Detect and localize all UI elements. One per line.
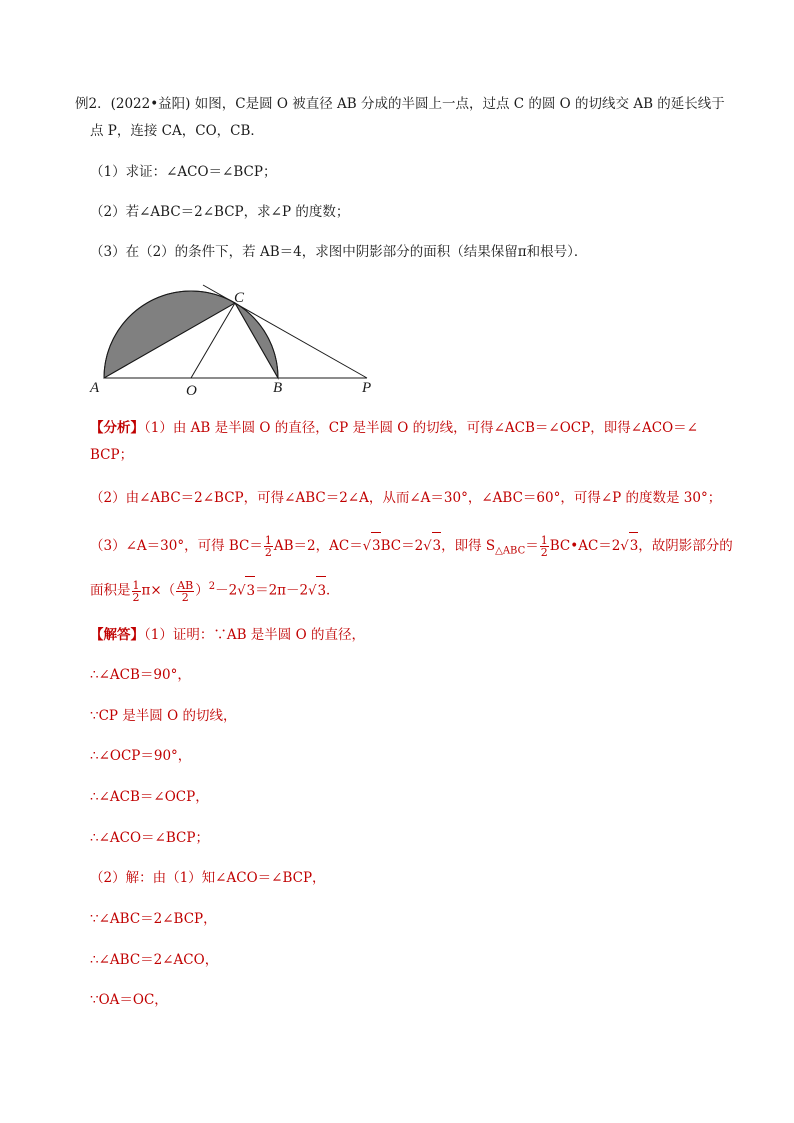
solution-line-8: ∵∠ABC＝2∠BCP， bbox=[90, 911, 217, 927]
analysis-line-4: （3）∠A＝30°，可得 BC＝ $\frac{1}{2}$ AB＝2，AC＝√3BC＝2√3，即得 $S_{\triangle ABC}=$ $\frac{1}{2}$ BC•AC＝2√3，故阴影部分的 bbox=[90, 534, 733, 559]
question-3: （3）在（2）的条件下，若 AB＝4，求图中阴影部分的面积（结果保留π和根号）． bbox=[90, 244, 588, 260]
analysis-line-5: 面积是 $\frac{1}{2}$ π×（ $\frac{AB}{2}$ ）$^2$－2√3＝2π－2√3． bbox=[90, 573, 340, 606]
label-a: A bbox=[90, 380, 100, 396]
question-1: （1）求证：∠ACO＝∠BCP； bbox=[90, 164, 277, 180]
analysis-line-2: BCP； bbox=[90, 447, 134, 463]
problem-line-2: 点 P，连接 CA，CO，CB． bbox=[90, 123, 264, 139]
label-o: O bbox=[186, 383, 197, 399]
solution-tag: 【解答】 bbox=[90, 627, 144, 643]
question-2: （2）若∠ABC＝2∠BCP，求∠P 的度数； bbox=[90, 204, 350, 220]
analysis-line-1: 【分析】（1）由 AB 是半圆 O 的直径，CP 是半圆 O 的切线，可得∠ACB＝∠OCP，即得∠ACO＝∠ bbox=[90, 420, 698, 436]
geometry-figure bbox=[85, 282, 385, 400]
solution-line-5: ∴∠ACB＝∠OCP， bbox=[90, 789, 209, 805]
solution-line-3: ∵CP 是半圆 O 的切线， bbox=[90, 708, 237, 724]
fraction-one-half: $\frac{1}{2}$ bbox=[264, 534, 272, 559]
segment-cb bbox=[235, 303, 278, 378]
label-c: C bbox=[234, 290, 245, 306]
solution-line-2: ∴∠ACB＝90°， bbox=[90, 667, 191, 683]
solution-line-7: （2）解：由（1）知∠ACO＝∠BCP， bbox=[90, 870, 326, 886]
label-b: B bbox=[273, 380, 283, 396]
shaded-segment-ac bbox=[104, 291, 235, 378]
tangent-line-cp bbox=[203, 285, 367, 378]
solution-line-1: 【解答】（1）证明：∵AB 是半圆 O 的直径， bbox=[90, 627, 365, 643]
analysis-tag: 【分析】 bbox=[90, 420, 144, 436]
fraction-one-half-2: $\frac{1}{2}$ bbox=[540, 534, 548, 559]
solution-line-4: ∴∠OCP＝90°， bbox=[90, 748, 192, 764]
problem-line-1: 例2．(2022•益阳) 如图，C是圆 O 被直径 AB 分成的半圆上一点，过点 C 的圆 O 的切线交 AB 的延长线于 bbox=[75, 96, 725, 112]
fraction-ab-over-2: $\frac{AB}{2}$ bbox=[177, 578, 194, 604]
solution-line-10: ∵OA＝OC， bbox=[90, 992, 168, 1008]
analysis-line-3: （2）由∠ABC＝2∠BCP，可得∠ABC＝2∠A，从而∠A＝30°，∠ABC＝60°，可得∠P 的度数是 30°； bbox=[90, 490, 722, 506]
solution-line-9: ∴∠ABC＝2∠ACO， bbox=[90, 952, 219, 968]
fraction-one-half-3: $\frac{1}{2}$ bbox=[132, 578, 140, 604]
label-p: P bbox=[362, 380, 372, 396]
solution-line-6: ∴∠ACO＝∠BCP； bbox=[90, 830, 209, 846]
